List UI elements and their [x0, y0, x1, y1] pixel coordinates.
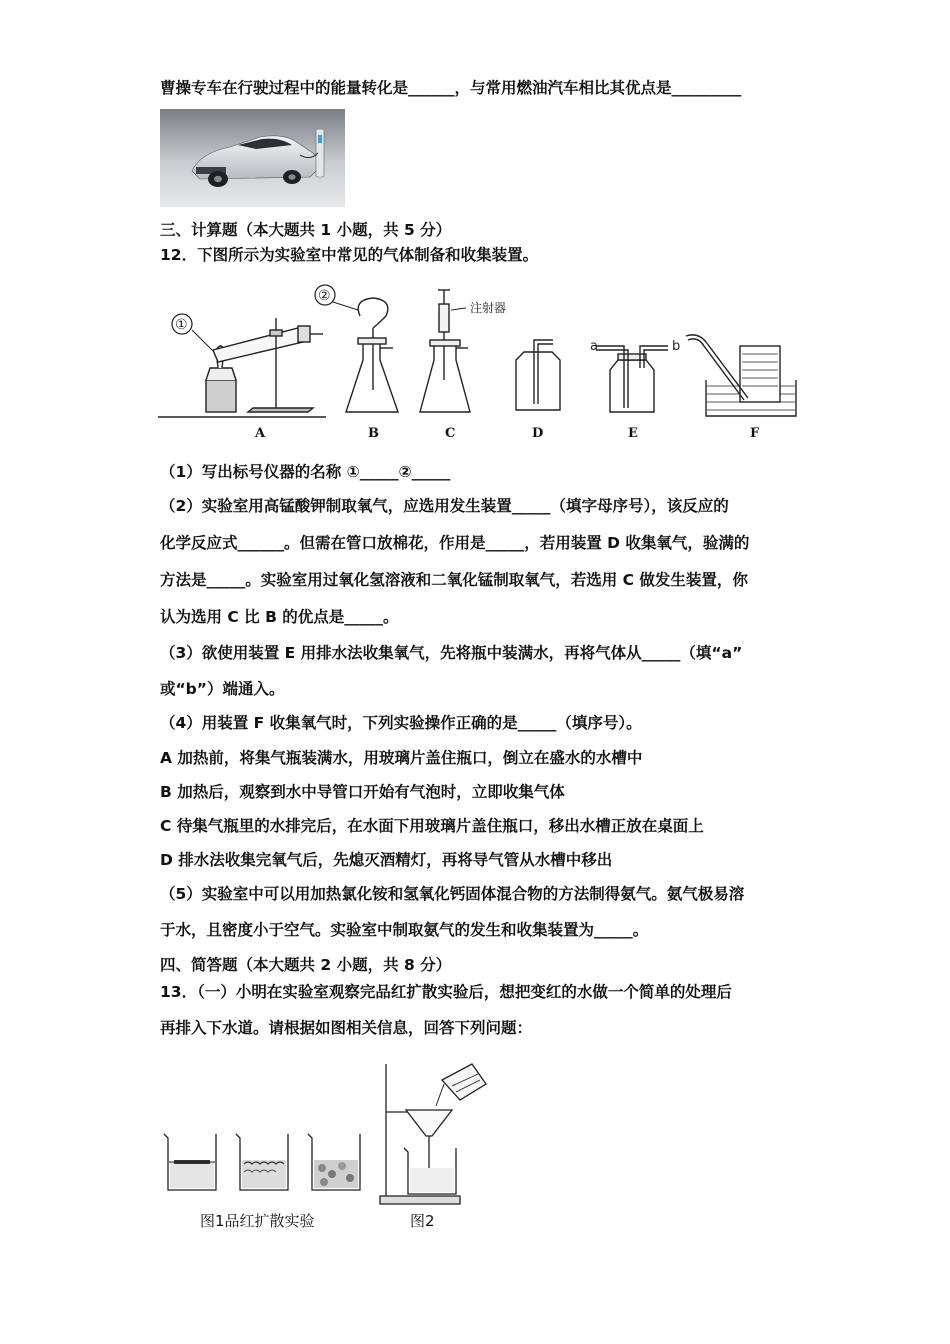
marker-1: ①	[175, 317, 188, 333]
figure-1-caption: 图1品红扩散实验	[200, 1212, 315, 1230]
label-b: B	[368, 426, 379, 441]
syringe-label: 注射器	[470, 301, 507, 315]
label-f: F	[750, 426, 760, 441]
apparatus-figure	[158, 280, 808, 445]
q12-part-2-line-2: 化学反应式______。但需在管口放棉花，作用是_____，若用装置 D 收集氧气，验满的	[160, 534, 750, 552]
apparatus-d	[516, 340, 560, 410]
option-a: A 加热前，将集气瓶装满水，用玻璃片盖住瓶口，倒立在盛水的水槽中	[160, 749, 643, 767]
section-3-heading: 三、计算题（本大题共 1 小题，共 5 分）	[160, 221, 452, 239]
port-b-label: b	[672, 339, 681, 354]
question-13-line-2: 再排入下水道。请根据如图相关信息，回答下列问题：	[160, 1019, 533, 1037]
electric-car-photo	[160, 109, 345, 207]
label-a: A	[255, 426, 266, 441]
q12-part-1: （1）写出标号仪器的名称 ①_____②_____	[160, 463, 451, 481]
q12-part-2-line-1: （2）实验室用高锰酸钾制取氧气，应选用发生装置_____（填字母序号），该反应的	[160, 497, 729, 515]
label-e: E	[628, 426, 638, 441]
question-11-text: 曹操专车在行驶过程中的能量转化是______，与常用燃油汽车相比其优点是_________	[160, 79, 742, 97]
beaker-3	[308, 1134, 360, 1190]
label-c: C	[445, 426, 456, 441]
figure-2-caption: 图2	[410, 1212, 435, 1230]
option-c: C 待集气瓶里的水排完后，在水面下用玻璃片盖住瓶口，移出水槽正放在桌面上	[160, 817, 704, 835]
marker-2: ②	[318, 288, 331, 304]
filtration-setup	[380, 1064, 486, 1204]
question-13-line-1: 13．（一）小明在实验室观察完品红扩散实验后，想把变红的水做一个简单的处理后	[160, 983, 732, 1001]
bottom-figures	[160, 1050, 490, 1210]
port-a-label: a	[590, 339, 598, 354]
apparatus-f	[686, 335, 796, 416]
beaker-2	[236, 1134, 288, 1190]
question-12-stem: 12．下图所示为实验室中常见的气体制备和收集装置。	[160, 246, 539, 264]
option-b: B 加热后，观察到水中导管口开始有气泡时，立即收集气体	[160, 783, 565, 801]
q12-part-3-line-2: 或“b”）端通入。	[160, 680, 285, 698]
q12-part-3-line-1: （3）欲使用装置 E 用排水法收集氧气，先将瓶中装满水，再将气体从_____（填“a”	[160, 644, 743, 662]
label-d: D	[532, 426, 544, 441]
q12-part-2-line-3: 方法是_____。实验室用过氧化氢溶液和二氧化锰制取氧气，若选用 C 做发生装置，你	[160, 571, 748, 589]
apparatus-e	[596, 346, 668, 412]
apparatus-c	[420, 290, 470, 412]
q12-part-5-line-2: 于水，且密度小于空气。实验室中制取氨气的发生和收集装置为_____。	[160, 921, 649, 939]
section-4-heading: 四、简答题（本大题共 2 小题，共 8 分）	[160, 956, 452, 974]
beaker-1	[164, 1134, 216, 1190]
q12-part-4: （4）用装置 F 收集氧气时，下列实验操作正确的是_____（填序号）。	[160, 714, 642, 732]
q12-part-2-line-4: 认为选用 C 比 B 的优点是_____。	[160, 608, 399, 626]
apparatus-b	[346, 298, 398, 412]
option-d: D 排水法收集完氧气后，先熄灭酒精灯，再将导气管从水槽中移出	[160, 851, 613, 869]
q12-part-5-line-1: （5）实验室中可以用加热氯化铵和氢氧化钙固体混合物的方法制得氨气。氨气极易溶	[160, 885, 745, 903]
